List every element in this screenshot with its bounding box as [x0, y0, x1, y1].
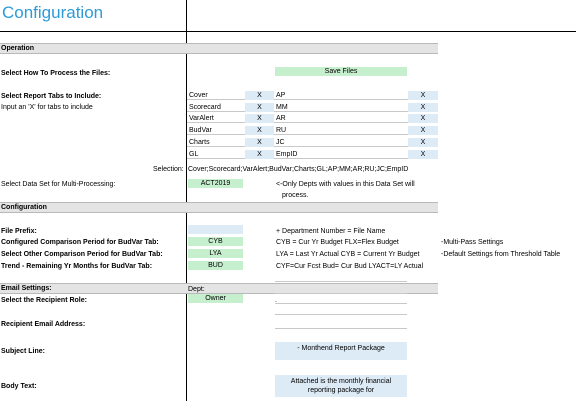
file-prefix-input[interactable] — [188, 225, 243, 234]
comparison-legend: LYA = Last Yr Actual CYB = Current Yr Budget — [276, 251, 420, 258]
header-divider — [0, 31, 576, 32]
recipient-address-input[interactable] — [275, 328, 407, 329]
tab-include-input[interactable]: X — [408, 138, 438, 147]
tab-name-cell: JC — [274, 138, 408, 147]
tab-name-cell: Cover — [187, 91, 245, 100]
selection-label: Selection: — [153, 166, 184, 173]
address-line-1 — [275, 314, 407, 315]
dataset-select[interactable]: ACT2019 — [188, 179, 243, 188]
trend-underline — [275, 281, 407, 282]
section-operation: Operation — [0, 43, 438, 54]
tab-include-input[interactable]: X — [245, 150, 274, 159]
tab-name-cell: AP — [274, 91, 408, 100]
section-configuration: Configuration — [0, 202, 438, 213]
tab-name-cell: MM — [274, 103, 408, 112]
tab-include-input[interactable]: X — [408, 91, 438, 100]
subject-input[interactable]: - Monthend Report Package — [275, 342, 407, 360]
tab-include-input[interactable]: X — [245, 138, 274, 147]
comparison-label: Configured Comparison Period for BudVar Tab: — [1, 239, 159, 246]
tab-name-cell: VarAlert — [187, 114, 245, 123]
body-input[interactable]: Attached is the monthly financial reporting package for — [275, 375, 407, 397]
tabs-label: Select Report Tabs to Include: — [1, 93, 102, 100]
comparison-note: -Multi-Pass Settings — [441, 239, 504, 246]
dataset-label: Select Data Set for Multi-Processing: — [1, 181, 116, 188]
file-prefix-label: File Prefix: — [1, 228, 37, 235]
tab-include-input[interactable]: X — [245, 114, 274, 123]
recipient-address-label: Recipient Email Address: — [1, 321, 86, 328]
tabs-hint: Input an 'X' for tabs to include — [1, 104, 93, 111]
body-label: Body Text: — [1, 383, 37, 390]
process-label: Select How To Process the Files: — [1, 70, 111, 77]
column-divider — [186, 0, 187, 401]
tab-include-input[interactable]: X — [408, 126, 438, 135]
dataset-note-line2: process. — [282, 192, 309, 199]
tab-name-cell: BudVar — [187, 126, 245, 135]
tab-name-cell: RU — [274, 126, 408, 135]
comparison-select[interactable]: BUD — [188, 261, 243, 270]
selection-value: Cover;Scorecard;VarAlert;BudVar;Charts;GL;AP;MM;AR;RU;JC;EmpID — [188, 166, 409, 173]
comparison-label: Trend - Remaining Yr Months for BudVar Tab: — [1, 263, 153, 270]
tab-include-input[interactable]: X — [245, 103, 274, 112]
comparison-note: -Default Settings from Threshold Table — [441, 251, 561, 258]
tab-include-input[interactable]: X — [245, 91, 274, 100]
recipient-extra-line — [275, 303, 407, 304]
dataset-note-line1: <-Only Depts with values in this Data Set will — [276, 181, 415, 188]
tab-include-input[interactable]: X — [408, 103, 438, 112]
page-title: Configuration — [2, 3, 104, 22]
tab-name-cell: EmpID — [274, 150, 408, 159]
tab-name-cell: Scorecard — [187, 103, 245, 112]
recipient-role-label: Select the Recipient Role: — [1, 297, 87, 304]
recipient-mark: . — [275, 297, 277, 304]
tab-include-input[interactable]: X — [408, 150, 438, 159]
tab-name-cell: GL — [187, 150, 245, 159]
comparison-select[interactable]: CYB — [188, 237, 243, 246]
save-files-button[interactable]: Save Files — [275, 67, 407, 76]
file-prefix-note: + Department Number = File Name — [276, 228, 386, 235]
comparison-legend: CYF=Cur Fcst Bud= Cur Bud LYACT=LY Actual — [276, 263, 424, 270]
tab-name-cell: AR — [274, 114, 408, 123]
subject-label: Subject Line: — [1, 348, 45, 355]
section-email: Email Settings: — [0, 283, 438, 294]
comparison-label: Select Other Comparison Period for BudVar Tab: — [1, 251, 163, 258]
tab-include-input[interactable]: X — [245, 126, 274, 135]
dept-label: Dept: — [188, 286, 205, 293]
dept-input[interactable] — [275, 293, 407, 294]
comparison-select[interactable]: LYA — [188, 249, 243, 258]
comparison-legend: CYB = Cur Yr Budget FLX=Flex Budget — [276, 239, 399, 246]
tab-name-cell: Charts — [187, 138, 245, 147]
recipient-role-select[interactable]: Owner — [188, 294, 243, 303]
tab-include-input[interactable]: X — [408, 114, 438, 123]
